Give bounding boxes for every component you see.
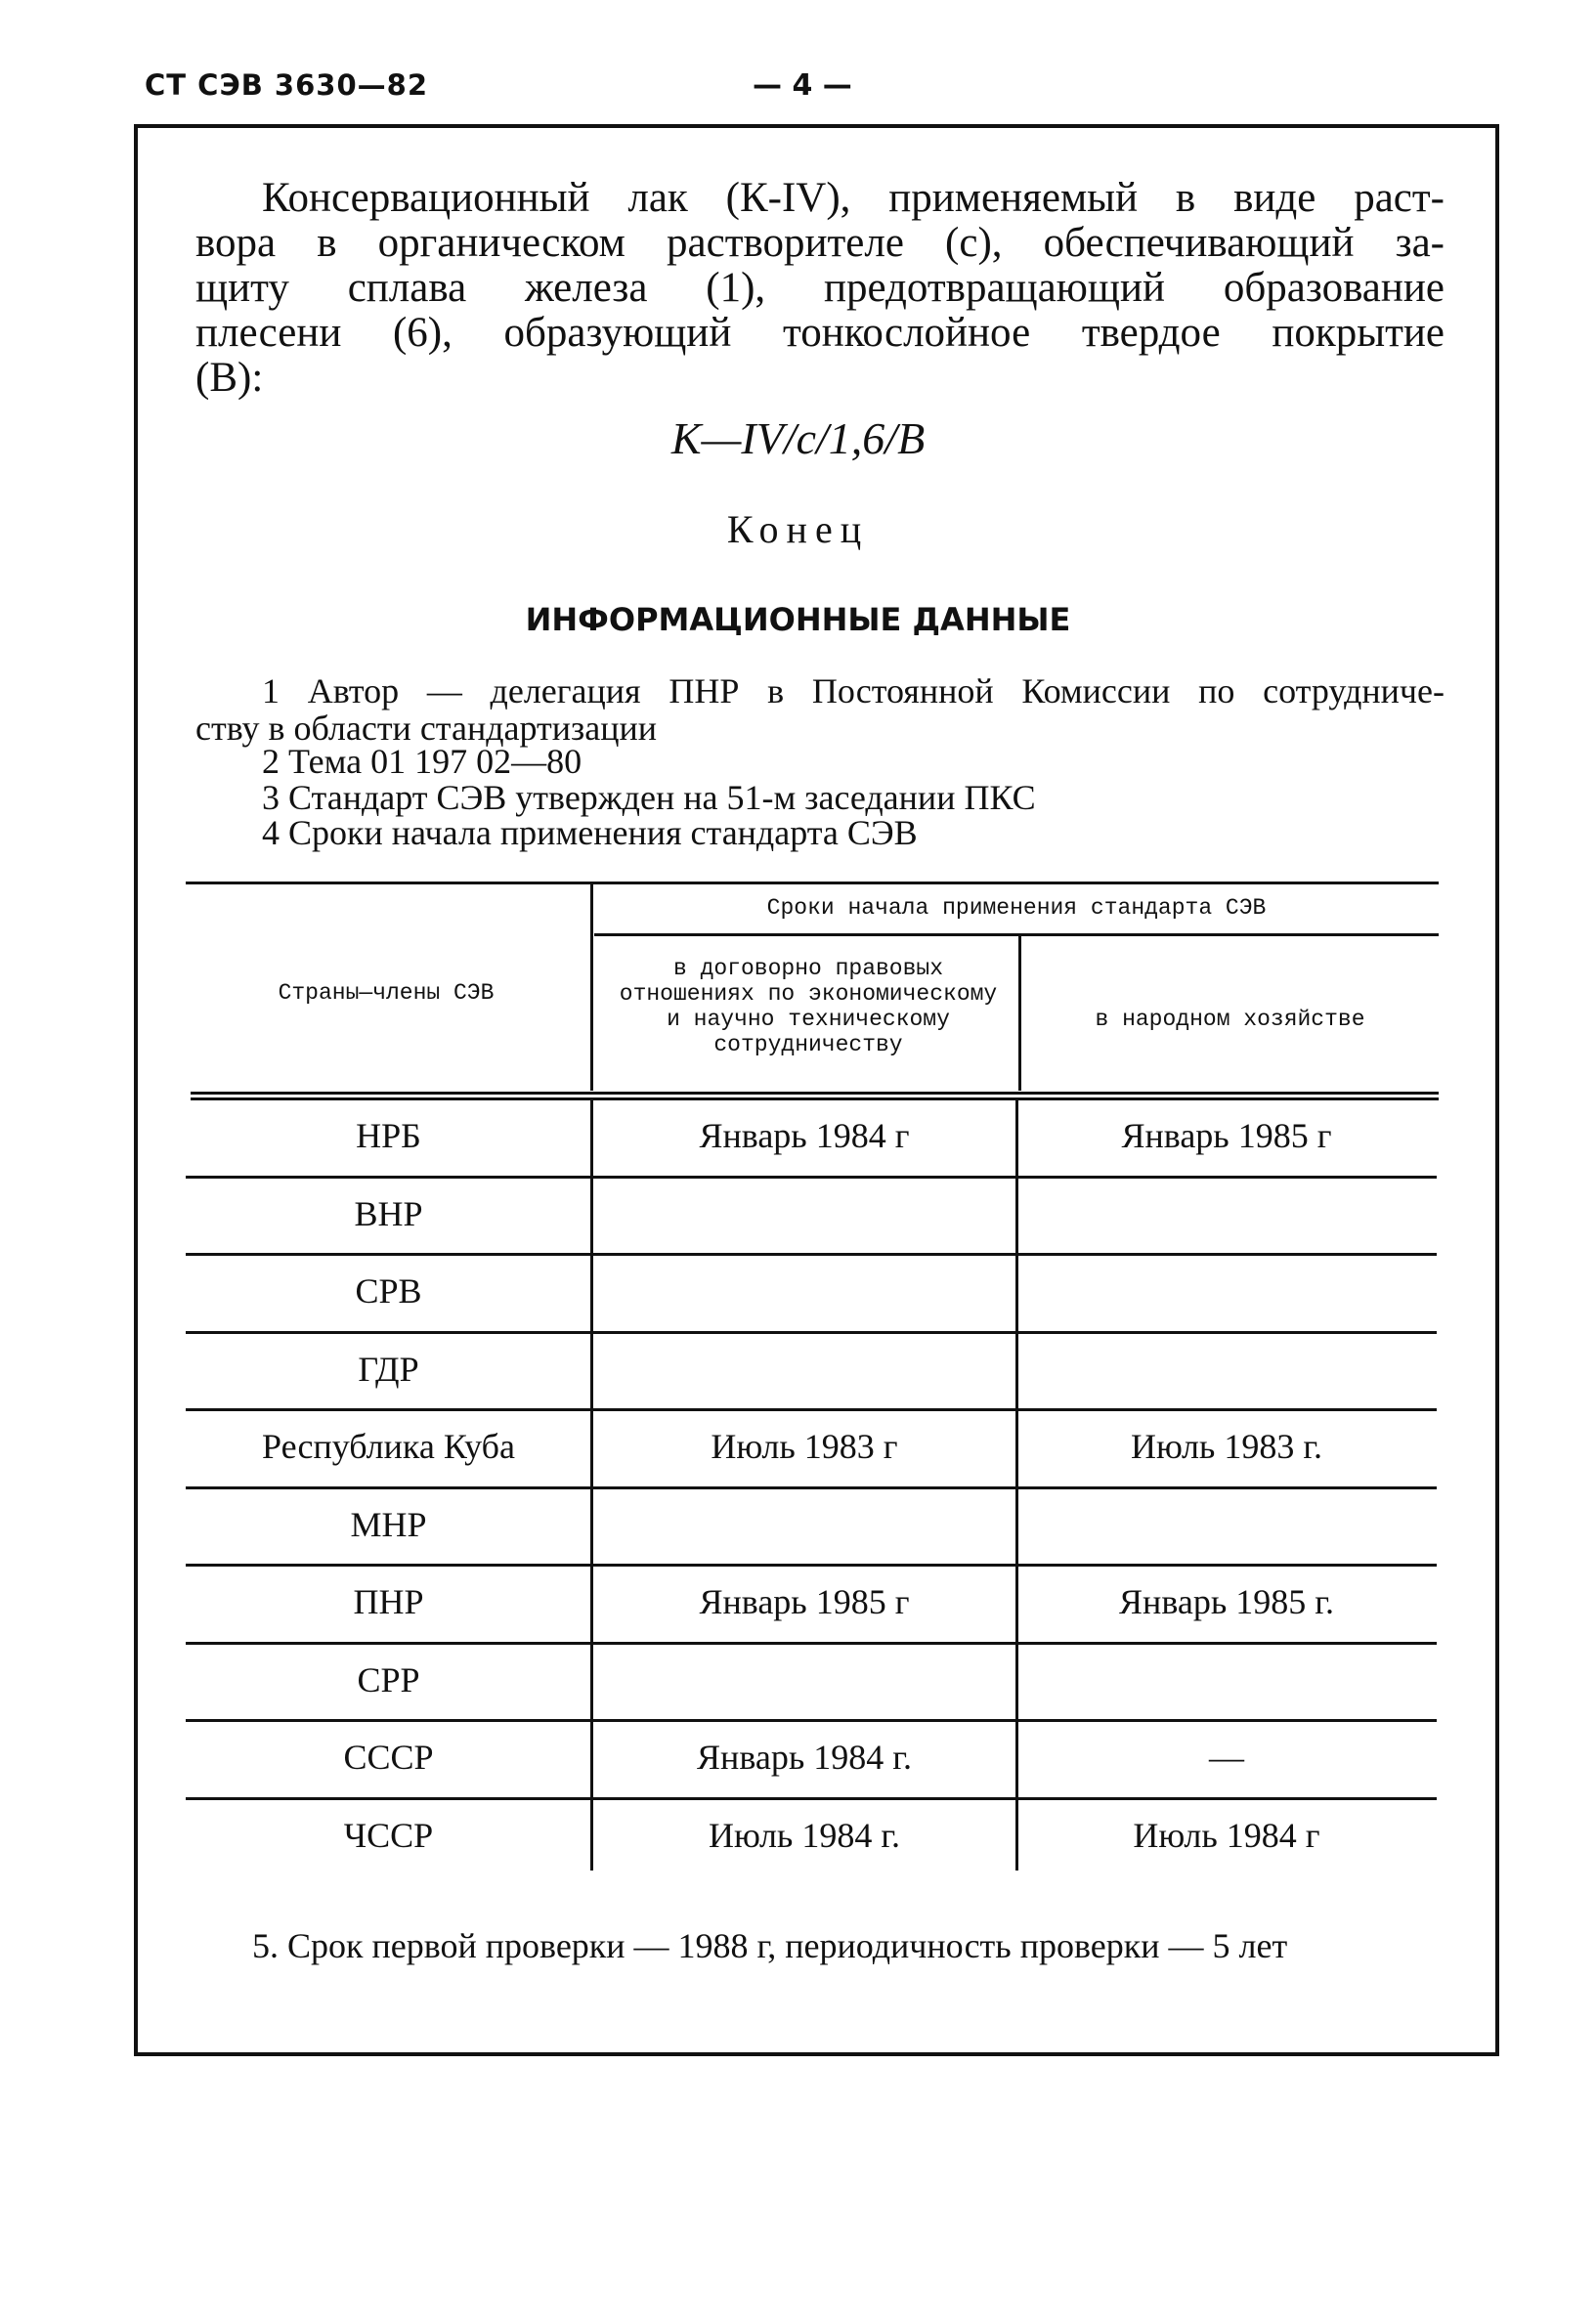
cell-national: [1016, 1330, 1437, 1408]
paragraph-line: (В):: [195, 355, 264, 401]
cell-country: ВНР: [354, 1194, 423, 1233]
cell-contractual: Июль 1983 г: [711, 1427, 898, 1466]
cell-national: [1016, 1252, 1437, 1330]
header-contractual: в договорно правовых отношениях по экономическому и научно техническому сотрудничеству: [619, 956, 998, 1057]
info-item: 4 Сроки начала применения стандарта СЭВ: [262, 813, 918, 852]
info-item: 1 Автор — делегация ПНР в Постоянной Комиссии по сотрудниче-: [262, 671, 1445, 710]
header-countries: Страны—члены СЭВ: [278, 980, 495, 1006]
page-number: — 4 —: [753, 68, 852, 103]
document-code: СТ СЭВ 3630—82: [145, 68, 428, 102]
review-schedule: 5. Срок первой проверки — 1988 г, периодичность проверки — 5 лет: [252, 1926, 1288, 1965]
cell-country: Республика Куба: [262, 1427, 515, 1466]
end-marker: Конец: [726, 507, 870, 551]
cell-national: Январь 1985 г: [1121, 1116, 1332, 1155]
header-national: в народном хозяйстве: [1095, 1007, 1365, 1032]
info-item: 3 Стандарт СЭВ утвержден на 51-м заседании ПКС: [262, 778, 1036, 817]
cell-contractual: Январь 1984 г.: [697, 1738, 912, 1777]
cell-contractual: [594, 1641, 1014, 1719]
table-column-divider: [590, 883, 593, 1091]
info-item: 2 Тема 01 197 02—80: [262, 742, 582, 781]
cell-contractual: [594, 1252, 1014, 1330]
paragraph-line: Консервационный лак (К-IV), применяемый в виде раст-: [262, 175, 1445, 221]
cell-contractual: Январь 1984 г: [699, 1116, 910, 1155]
info-item: ству в области стандартизации: [195, 709, 658, 748]
cell-country: ПНР: [353, 1582, 424, 1621]
info-heading: ИНФОРМАЦИОННЫЕ ДАННЫЕ: [525, 601, 1071, 638]
cell-contractual: [594, 1485, 1014, 1564]
cell-national: Июль 1984 г: [1133, 1816, 1320, 1855]
cell-country: СРВ: [355, 1271, 422, 1311]
designation-formula: K—IV/c/1,6/B: [670, 413, 926, 463]
frame-bottom-rule: [134, 2052, 1499, 2056]
cell-national: [1016, 1641, 1437, 1719]
cell-contractual: [594, 1330, 1014, 1408]
cell-contractual: [594, 1175, 1014, 1253]
cell-country: ГДР: [358, 1350, 419, 1389]
frame-top-rule: [134, 124, 1499, 128]
cell-national: Январь 1985 г.: [1119, 1582, 1334, 1621]
paragraph-line: плесени (6), образующий тонкослойное твердое покрытие: [195, 310, 1445, 356]
header-group: Сроки начала применения стандарта СЭВ: [766, 895, 1267, 921]
paragraph-line: щиту сплава железа (1), предотвращающий образование: [195, 265, 1445, 311]
cell-country: СССР: [343, 1738, 434, 1777]
cell-national: [1016, 1175, 1437, 1253]
cell-contractual: Январь 1985 г: [699, 1582, 910, 1621]
cell-national: —: [1209, 1738, 1244, 1777]
cell-national: Июль 1983 г.: [1130, 1427, 1323, 1466]
cell-contractual: Июль 1984 г.: [708, 1816, 901, 1855]
cell-country: НРБ: [356, 1116, 421, 1155]
table-group-rule: [594, 933, 1439, 936]
paragraph-line: вора в органическом растворителе (с), обеспечивающий за-: [195, 220, 1445, 266]
cell-country: СРР: [357, 1660, 420, 1699]
cell-national: [1016, 1485, 1437, 1564]
table-top-rule: [186, 882, 1439, 884]
table-header-rule: [191, 1092, 1439, 1095]
cell-country: МНР: [350, 1505, 427, 1544]
cell-country: ЧССР: [343, 1816, 434, 1855]
